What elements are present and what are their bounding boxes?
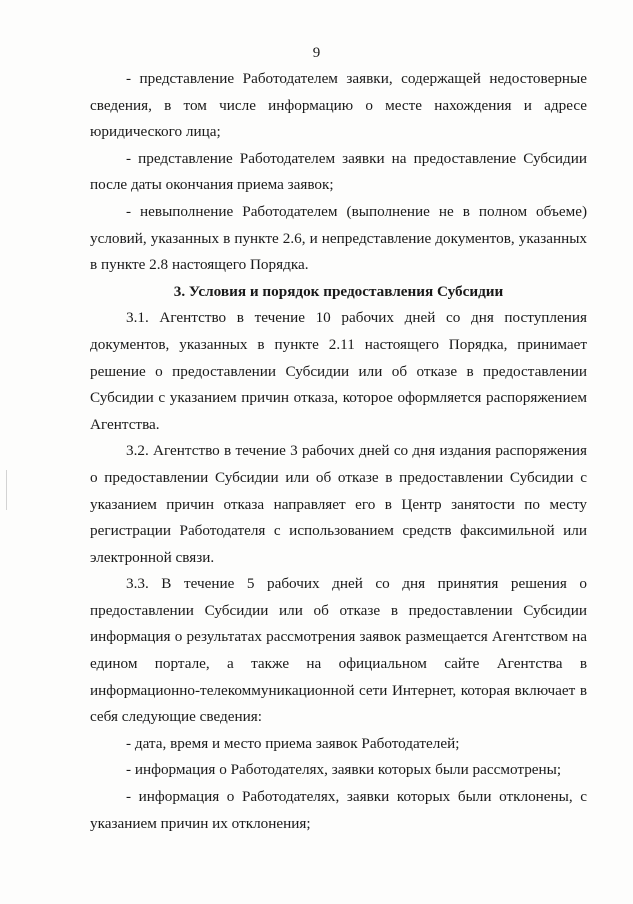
document-body <box>90 66 587 837</box>
clause-3-2: 3.2. Агентство в течение 3 рабочих дней со дня издания распоряжения о предоставлении Субсидии или об отказе в предоставлении Субсидии с указанием причин отказа направляет его в Центр занятости по месту регистрации Работодателя с использованием средств факсимильной или электронной связи. <box>90 442 587 566</box>
scan-artifact-left <box>6 470 7 510</box>
page-number: 9 <box>312 45 321 61</box>
list-item-invalid-info: - представление Работодателем заявки, содержащей недостоверные сведения, в том числе информацию о месте нахождения и адресе юридического лица; <box>90 70 587 141</box>
clause-3-3: 3.3. В течение 5 рабочих дней со дня принятия решения о предоставлении Субсидии или об отказе в предоставлении Субсидии информация о результатах рассмотрения заявок размещается Агентством на едином портале, а также на официальном сайте Агентства в информационно-телекоммуникационной сети Интернет, которая включает в себя следующие сведения: <box>90 575 587 726</box>
clause-3-1: 3.1. Агентство в течение 10 рабочих дней со дня поступления документов, указанных в пункте 2.11 настоящего Порядка, принимает решение о предоставлении Субсидии или об отказе в предоставлении Субсидии с указанием причин отказа, которое оформляется распоряжением Агентства. <box>90 309 587 433</box>
list-item-rejected-employers: - информация о Работодателях, заявки которых были отклонены, с указанием причин их отклонения; <box>90 788 587 832</box>
list-item-date-time-place: - дата, время и место приема заявок Работодателей; <box>126 734 460 752</box>
list-item-non-compliance: - невыполнение Работодателем (выполнение не в полном объеме) условий, указанных в пункте 2.6, и непредставление документов, указанных в пункте 2.8 настоящего Порядка. <box>90 202 587 274</box>
section-heading: 3. Условия и порядок предоставления Субсидии <box>173 282 504 300</box>
list-item-reviewed-employers: - информация о Работодателях, заявки которых были рассмотрены; <box>126 761 562 779</box>
list-item-late-application: - представление Работодателем заявки на предоставление Субсидии после даты окончания приема заявок; <box>90 149 587 194</box>
